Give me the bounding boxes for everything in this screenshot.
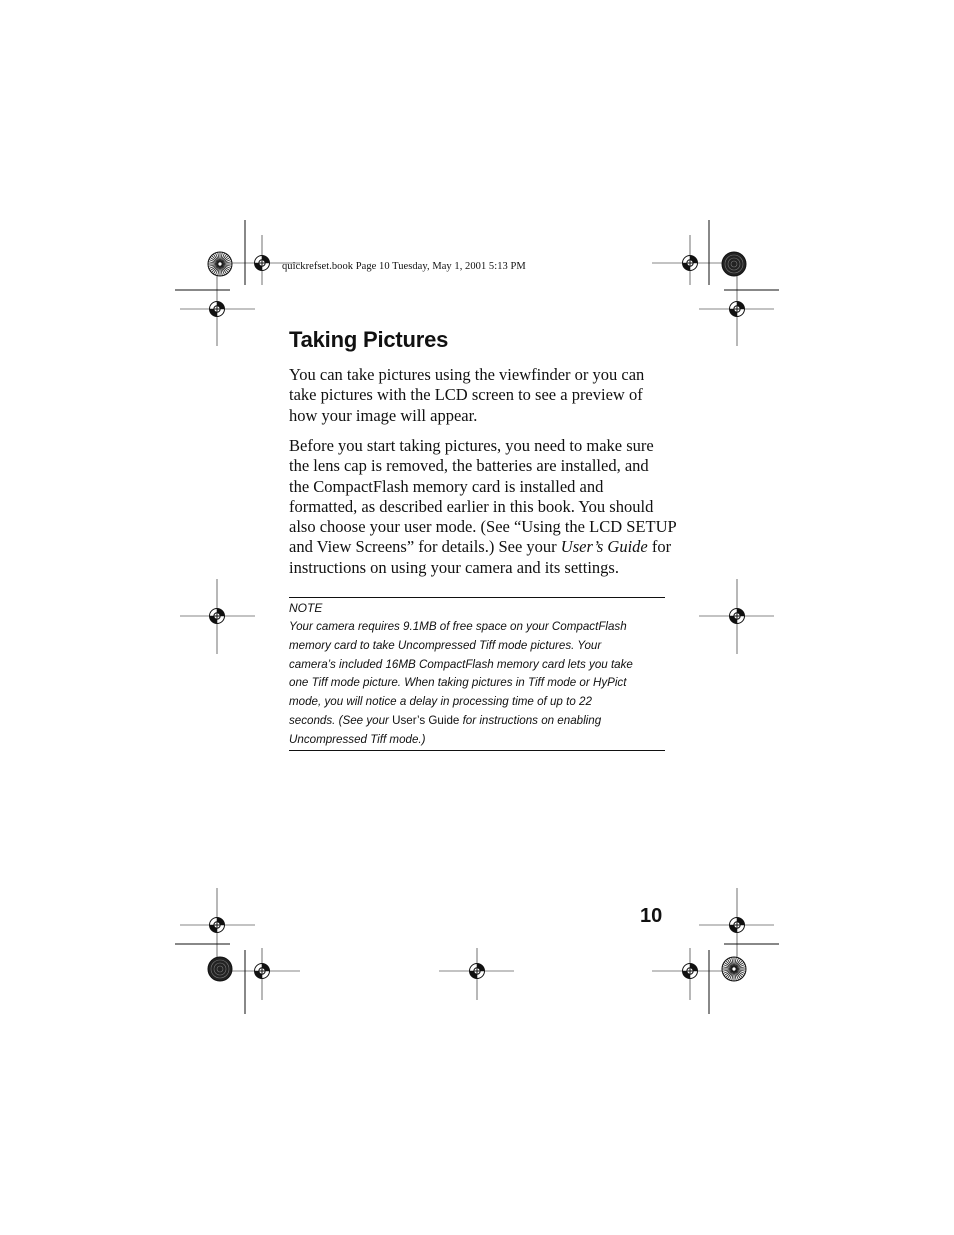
- line-text: for: [647, 537, 672, 557]
- note-box: [289, 597, 665, 751]
- page-title: Taking Pictures: [289, 327, 449, 352]
- paragraph-line: the CompactFlash memory card is installed and: [289, 476, 604, 496]
- users-guide-reference: User’s Guide: [560, 537, 648, 557]
- paragraph-line: instructions on using your camera and its settings.: [289, 557, 619, 577]
- page-number: 10: [640, 905, 663, 927]
- note-line: one Tiff mode picture. When taking pictures in Tiff mode or HyPict: [289, 676, 627, 690]
- paragraph-line: also choose your user mode. (See “Using the LCD SETUP: [289, 517, 677, 537]
- note-line: Uncompressed Tiff mode.): [289, 732, 426, 746]
- note-line: memory card to take Uncompressed Tiff mode pictures. Your: [289, 638, 602, 652]
- line-text: and View Screens” for details.) See your: [289, 537, 561, 557]
- paragraph-line: take pictures with the LCD screen to see a preview of: [289, 385, 643, 405]
- paragraph-line: Before you start taking pictures, you need to make sure: [289, 436, 654, 455]
- intro-paragraph: [289, 365, 689, 426]
- paragraph-line: [289, 537, 689, 557]
- note-line: mode, you will notice a delay in processing time of up to 22: [289, 695, 592, 709]
- note-line: camera’s included 16MB CompactFlash memory card lets you take: [289, 657, 633, 671]
- line-text: for instructions on enabling: [459, 713, 602, 727]
- requirements-paragraph: [289, 436, 689, 578]
- paragraph-line: the lens cap is removed, the batteries are installed, and: [289, 456, 649, 476]
- users-guide-reference: User’s Guide: [392, 713, 460, 727]
- note-line: Your camera requires 9.1MB of free space on your CompactFlash: [289, 620, 627, 633]
- print-slug: quickrefset.book Page 10 Tuesday, May 1, 2001 5:13 PM: [282, 261, 526, 272]
- note-body: [289, 618, 633, 750]
- paragraph-line: how your image will appear.: [289, 405, 478, 425]
- line-text: seconds. (See your: [289, 713, 393, 727]
- note-line: [289, 712, 633, 731]
- paragraph-line: You can take pictures using the viewfinder or you can: [289, 365, 645, 384]
- note-label: NOTE: [289, 601, 323, 615]
- paragraph-line: formatted, as described earlier in this book. You should: [289, 496, 654, 516]
